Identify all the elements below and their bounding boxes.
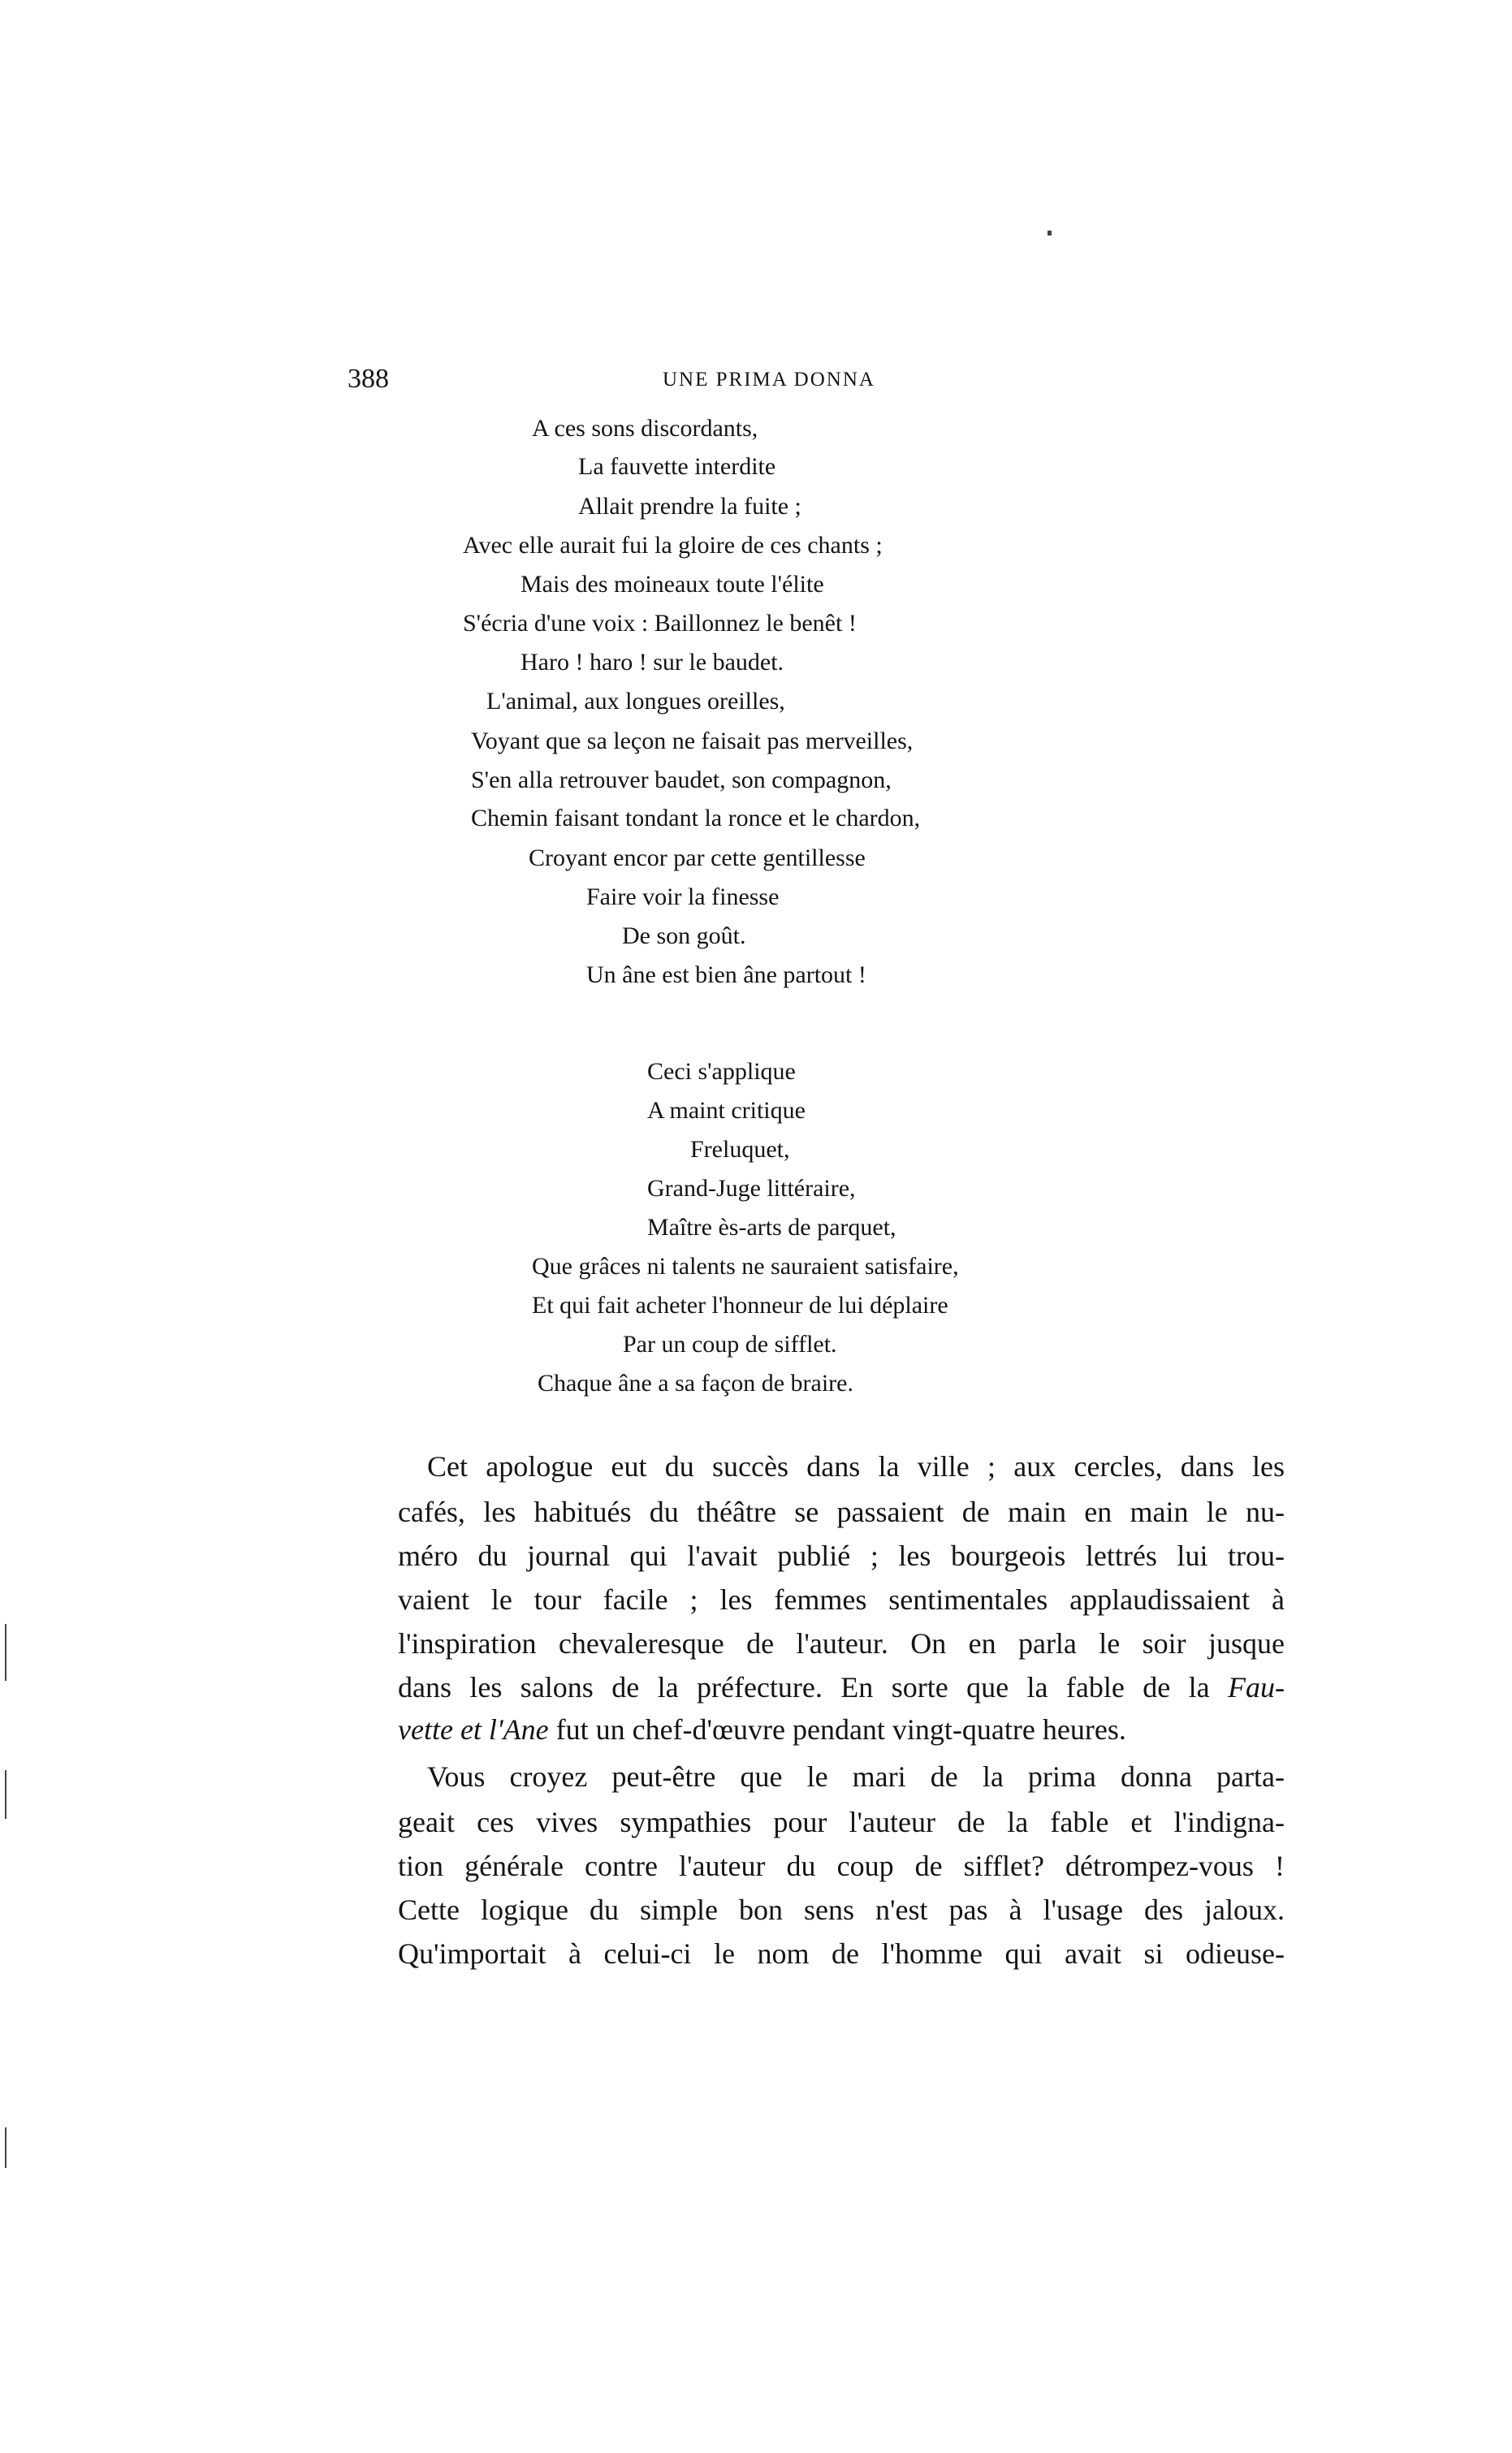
scan-margin-mark [5,1770,6,1819]
verse-line: De son goût. [622,922,746,949]
verse-line: Grand-Juge littéraire, [647,1175,856,1202]
fable-title-part: Fau- [1228,1671,1285,1704]
verse-line: Un âne est bien âne partout ! [586,961,866,988]
line-text: fut un chef-d'œuvre pendant vingt-quatre heures. [555,1713,1126,1746]
page-header [0,364,1512,396]
scan-margin-mark [5,2127,6,2168]
page-number: 388 [348,364,389,394]
verse-line: Et qui fait acheter l'honneur de lui déplaire [532,1292,948,1319]
ink-speck [1048,231,1052,235]
verse-line: L'animal, aux longues oreilles, [486,688,785,715]
running-title: UNE PRIMA DONNA [663,369,875,391]
verse-line: A maint critique [647,1097,806,1124]
verse-line: Croyant encor par cette gentillesse [529,844,866,871]
verse-line: Ceci s'applique [647,1058,796,1085]
verse-line: S'écria d'une voix : Baillonnez le benêt ! [463,610,857,637]
paragraph-line: Cet apologue eut du succès dans la ville ; aux cercles, dans les [427,1450,1285,1483]
paragraph-line [398,1712,1126,1747]
paragraph-line: cafés, les habitués du théâtre se passaient de main en main le nu- [398,1496,1285,1528]
verse-line: S'en alla retrouver baudet, son compagnon, [471,767,892,793]
verse-line: Chaque âne a sa façon de braire. [538,1370,853,1397]
verse-line: Haro ! haro ! sur le baudet. [521,649,784,676]
paragraph-line: méro du journal qui l'avait publié ; les bourgeois lettrés lui trou- [398,1540,1285,1572]
paragraph-line: Qu'importait à celui-ci le nom de l'homme qui avait si odieuse- [398,1937,1285,1970]
paragraph-line: geait ces vives sympathies pour l'auteur de la fable et l'indigna- [398,1806,1285,1838]
verse-line: Chemin faisant tondant la ronce et le chardon, [471,805,921,831]
line-text: dans les salons de la préfecture. En sorte que la fable de la [398,1671,1210,1704]
verse-line: Maître ès-arts de parquet, [647,1214,896,1241]
verse-line: Par un coup de sifflet. [623,1331,837,1358]
verse-line: Que grâces ni talents ne sauraient satisfaire, [532,1253,959,1280]
verse-line: Voyant que sa leçon ne faisait pas merveilles, [471,728,914,754]
paragraph-line: Vous croyez peut-être que le mari de la prima donna parta- [427,1760,1285,1793]
verse-line: Allait prendre la fuite ; [578,493,801,520]
paragraph-line: tion générale contre l'auteur du coup de sifflet? détrompez-vous ! [398,1850,1285,1882]
paragraph-line [398,1669,1285,1705]
fable-title-part: vette et l'Ane [398,1713,549,1746]
paragraph-line: Cette logique du simple bon sens n'est pas à l'usage des jaloux. [398,1894,1285,1926]
verse-line: Faire voir la finesse [586,883,780,910]
paragraph-line: l'inspiration chevaleresque de l'auteur. On en parla le soir jusque [398,1627,1285,1660]
verse-line: A ces sons discordants, [532,415,758,442]
verse-line: Mais des moineaux toute l'élite [521,571,824,598]
verse-line: Avec elle aurait fui la gloire de ces chants ; [463,532,883,559]
paragraph-line: vaient le tour facile ; les femmes sentimentales applaudissaient à [398,1583,1285,1616]
verse-line: La fauvette interdite [578,453,776,480]
scan-margin-mark [5,1624,6,1681]
verse-line: Freluquet, [690,1136,790,1163]
